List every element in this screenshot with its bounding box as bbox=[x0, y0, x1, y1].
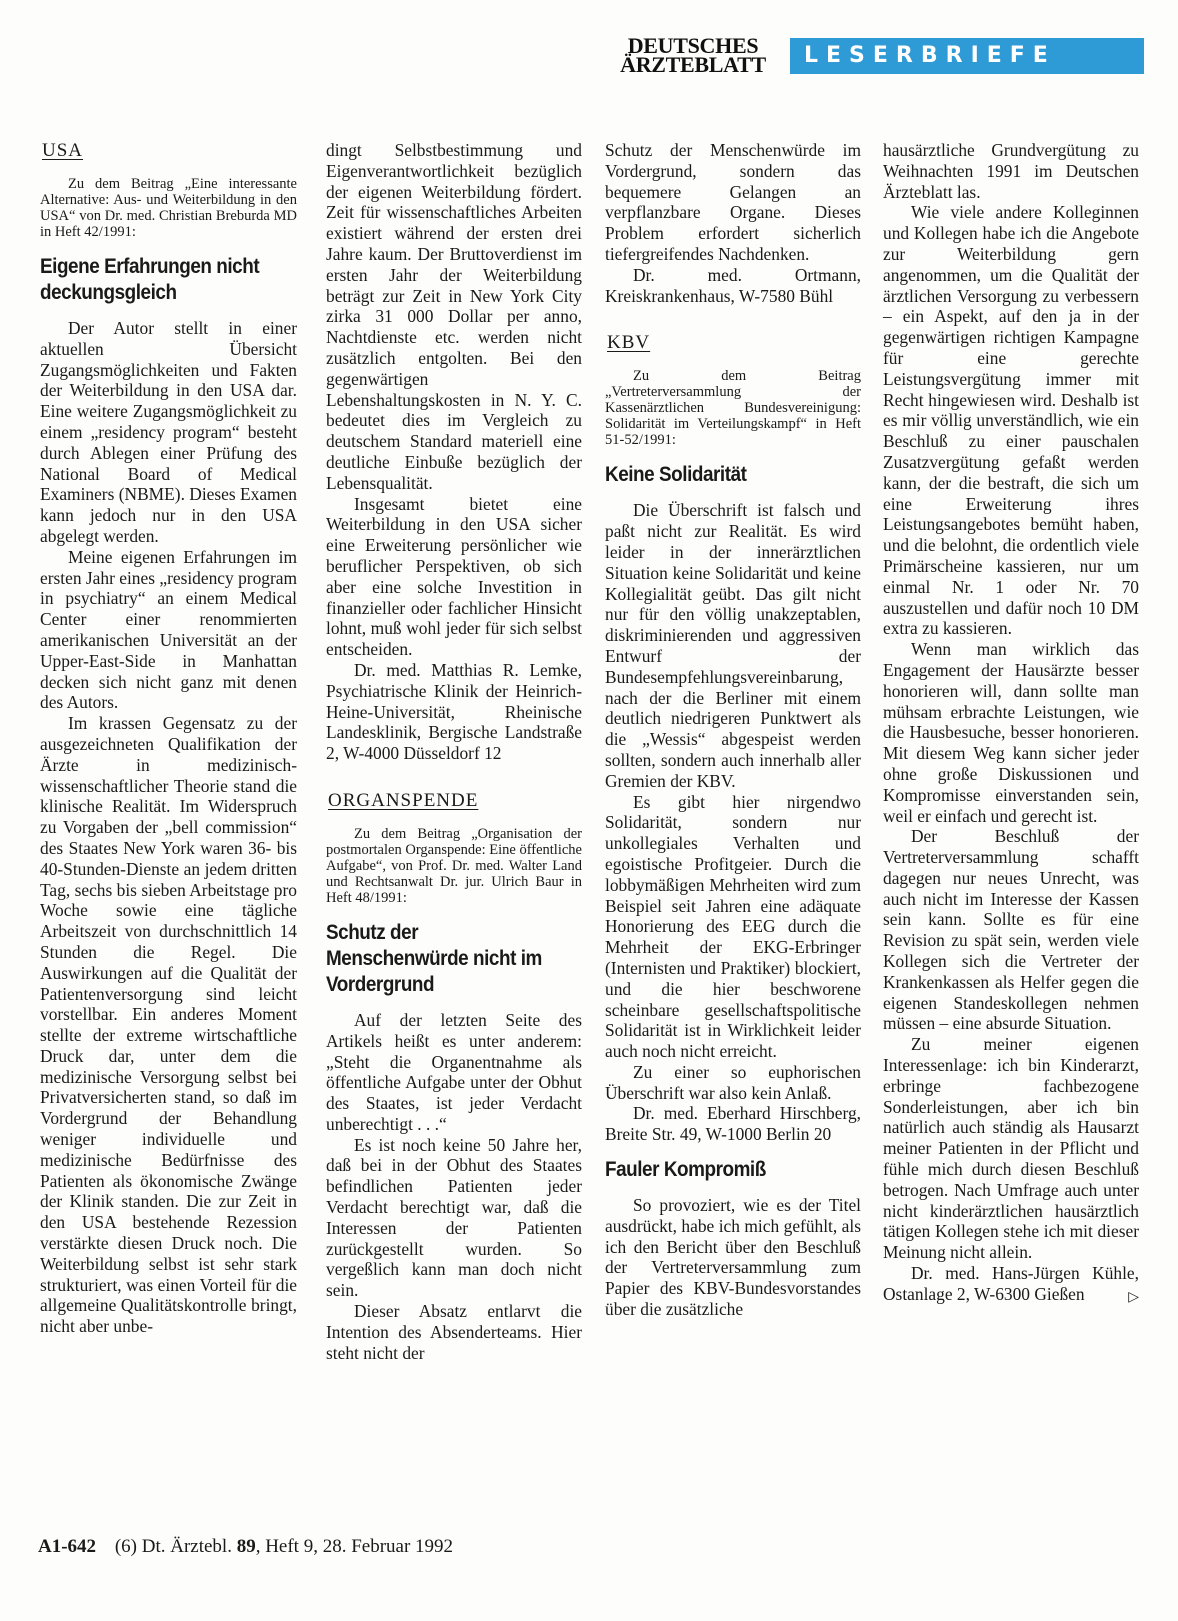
article-reference: Zu dem Beitrag „Vertreterversammlung der Kassenärztlichen Bundesvereinigung: Solidarität im Verteilungskampf“ in Heft 51-52/1991: bbox=[605, 368, 861, 449]
paragraph: Schutz der Menschenwürde im Vordergrund, sondern das bequemere Gelangen an verpflanzbare Organe. Dieses Problem erfordert sicherlich tiefergreifendes Nachdenken. bbox=[605, 140, 861, 264]
paragraph: Der Beschluß der Vertreterversammlung schafft dagegen nur neues Unrecht, was auch nicht im Interesse der Kassen sein kann. Sollte es für eine Revision zu spät sein, werden viele Kollegen sich die Vertreter der Krankenkassen als Helfer gegen die eigenen Standeskollegen nehmen müssen – eine absurde Situation. bbox=[883, 826, 1139, 1034]
letter-headline: Keine Solidarität bbox=[605, 463, 747, 487]
paragraph: Auf der letzten Seite des Artikels heißt es unter anderem: „Steht die Organentnahme als öffentliche Aufgabe unter der Obhut des Staates, ist jeder Verdacht unberechtigt . . .“ bbox=[326, 1009, 582, 1134]
letter-signature bbox=[883, 1263, 1139, 1305]
letter-body bbox=[605, 140, 861, 306]
continue-arrow-icon: ▷ bbox=[1128, 1288, 1139, 1305]
letter-body bbox=[883, 140, 1139, 1305]
topic-label-organspende: ORGANSPENDE bbox=[328, 789, 479, 811]
letter-headline: Fauler Kompromiß bbox=[605, 1158, 766, 1182]
issue-prefix: (6) Dt. Ärztebl. bbox=[114, 1536, 232, 1557]
volume-number: 89 bbox=[236, 1536, 256, 1557]
page-number: A1-642 bbox=[38, 1536, 97, 1557]
letter-body bbox=[40, 318, 297, 1337]
letter-headline: Schutz der Menschenwürde nicht im Vordergrund bbox=[326, 920, 542, 996]
paragraph: Wie viele andere Kolleginnen und Kollegen habe ich die Angebote zur Weiterbildung gern angenommen, um die Qualität der ärztlichen Versorgung zu verbessern – ein Aspekt, auf den ja in der gegenwärtigen richtigen Kampagne für eine gerechte Leistungsvergütung immer mit Recht hingewiesen wird. Deshalb ist es mir völlig unverständlich, wie ein Beschluß zu einer pauschalen Zusatzvergütung gefaßt werden kann, der die bestraft, die sich um eine Erweiterung ihres Leistungsangebotes bemüht haben, und die belohnt, die ordentlich viele Primärscheine kassieren, nur um einmal Nr. 1 oder Nr. 70 auszustellen und dafür noch 10 DM extra zu kassieren. bbox=[883, 202, 1139, 639]
paragraph: dingt Selbstbestimmung und Eigenverantwortlichkeit bezüglich der eigenen Weiterbildung fördert. Zeit für wissenschaftliches Arbeiten existiert während der ersten drei Jahre kaum. Der Bruttoverdienst im ersten Jahr der Weiterbildung beträgt zur Zeit in New York City zirka 31 000 Dollar per anno, Nachtdienste etc. werden nicht zusätzlich entgolten. Bei den gegenwärtigen Lebenshaltungskosten in N. Y. C. bedeutet dies im Vergleich zu deutschem Standard materiell eine deutliche Einbuße bezüglich der Lebensqualität. bbox=[326, 140, 582, 493]
paragraph: Insgesamt bietet eine Weiterbildung in den USA sicher eine Erweiterung persönlicher wie beruflicher Perspektiven, ob sich aber eine solche Investition in finanzieller oder fachlicher Hinsicht lohnt, muß wohl jeder für sich selbst entscheiden. bbox=[326, 493, 582, 660]
letter-body bbox=[605, 500, 861, 1145]
paragraph: Wenn man wirklich das Engagement der Hausärzte besser honorieren will, dann sollte man mühsam erbrachte Leistungen, wie die Hausbesuche, besser honorieren. Mit diesem Weg kann sicher jeder ohne große Diskussionen und Kompromisse einverstanden sein, weil er einfach und gerecht ist. bbox=[883, 639, 1139, 826]
paragraph: Zu einer so euphorischen Überschrift war also kein Anlaß. bbox=[605, 1061, 861, 1103]
letter-body bbox=[326, 1010, 582, 1364]
paragraph: Meine eigenen Erfahrungen im ersten Jahr eines „residency program in psychiatry“ an einem Medical Center einer renommierten amerikanischen Universität an der Upper-East-Side in Manhattan decken sich nicht ganz mit denen des Autors. bbox=[40, 546, 297, 713]
column-3 bbox=[605, 140, 861, 1320]
paragraph: Es gibt hier nirgendwo Solidarität, sondern nur unkollegiales Verhalten und egoistische Profitgeier. Durch die lobbymäßigen Mehrheiten wird zum Beispiel seit Jahren eine adäquate Honorierung des EEG durch die Mehrheit der EKG-Erbringer (Internisten und Praktiker) blockiert, und die hier beschworene scheinbare gesellschaftspolitische Solidarität ist in Wirklichkeit leider auch noch nicht erreicht. bbox=[605, 791, 861, 1062]
article-reference: Zu dem Beitrag „Organisation der postmortalen Organspende: Eine öffentliche Aufgabe“, von Prof. Dr. med. Walter Land und Rechtsanwalt Dr. jur. Ulrich Baur in Heft 48/1991: bbox=[326, 825, 582, 906]
paragraph: hausärztliche Grundvergütung zu Weihnachten 1991 im Deutschen Ärzteblatt las. bbox=[883, 140, 1139, 202]
topic-label-usa: USA bbox=[42, 140, 84, 161]
paragraph: Im krassen Gegensatz zu der ausgezeichneten Qualifikation der Ärzte in medizinisch-wissenschaftlicher Theorie stand die klinische Realität. Im Widerspruch zu Vorgaben der „bell commission“ des Staates New York waren 36- bis 40-Stunden-Dienste an jedem dritten Tag, sechs bis sieben Arbeitstage pro Woche sowie eine tägliche Arbeitszeit von durchschnittlich 14 Stunden die Regel. Die Auswirkungen auf die Qualität der Patientenversorgung sind leicht vorstellbar. Ein anderes Moment stellte der extreme wirtschaftliche Druck dar, unter dem die medizinische Versorgung selbst bei Privatversicherten stand, so daß im Vordergrund der Behandlung weniger individuelle und medizinische Bedürfnisse des Patienten als ökonomische Zwänge der Klinik standen. Die zur Zeit in den USA bestehende Rezession verstärkte diesen Druck noch. Die Weiterbildung selbst ist sehr stark strukturiert, was einen Vorteil für die allgemeine Qualitätskontrolle bringt, nicht aber unbe- bbox=[40, 713, 297, 1337]
logo-line-1: DEUTSCHES bbox=[627, 33, 759, 58]
paragraph: Der Autor stellt in einer aktuellen Übersicht Zugangsmöglichkeiten und Fakten der Weiterbildung in den USA dar. Eine weitere Zugangsmöglichkeit zu einem „residency program“ besteht durch Ablegen einer Prüfung des National Board of Medical Examiners (NBME). Dieses Examen kann jedoch nur in den USA abgelegt werden. bbox=[40, 318, 297, 546]
column-2 bbox=[326, 140, 582, 1363]
paragraph: Es ist noch keine 50 Jahre her, daß bei in der Obhut des Staates befindlichen Patienten jeder Verdacht berechtigt war, daß die Interessen der Patienten zurückgestellt wurden. So vergeßlich kann man doch nicht sein. bbox=[326, 1134, 582, 1301]
logo-line-2: ÄRZTEBLATT bbox=[620, 52, 766, 77]
letter-headline: Eigene Erfahrungen nicht deckungsgleich bbox=[40, 255, 260, 304]
letter-body bbox=[326, 140, 582, 764]
topic-label-kbv: KBV bbox=[607, 332, 651, 354]
letter-body bbox=[605, 1195, 861, 1320]
issue-suffix: , Heft 9, 28. Februar 1992 bbox=[255, 1536, 454, 1557]
masthead-logo bbox=[604, 33, 782, 77]
paragraph: So provoziert, wie es der Titel ausdrückt, habe ich mich gefühlt, als ich den Bericht über den Beschluß der Vertreterversammlung zum Papier des KBV-Bundesvorstandes über die zusätzliche bbox=[605, 1195, 861, 1320]
article-reference: Zu dem Beitrag „Eine interessante Alternative: Aus- und Weiterbildung in den USA“ von Dr. med. Christian Breburda MD in Heft 42/1991: bbox=[40, 176, 297, 240]
page-footer bbox=[38, 1536, 453, 1558]
signature-text: Dr. med. Hans-Jürgen Kühle, Ostanlage 2, W-6300 Gießen bbox=[883, 1263, 1139, 1304]
paragraph: Zu meiner eigenen Interessenlage: ich bin Kinderarzt, erbringe fachbezogene Sonderleistungen, aber ich bin natürlich auch ständig als Hausarzt meiner Patienten in der Pflicht und fühle mich durch diesen Beschluß betrogen. Nach Umfrage auch unter nicht kinderärztlichen hausärztlich tätigen Kollegen stehe ich mit dieser Meinung nicht allein. bbox=[883, 1034, 1139, 1263]
column-4 bbox=[883, 140, 1139, 1308]
paragraph: Die Überschrift ist falsch und paßt nicht zur Realität. Es wird leider in der innerärztlichen Situation keine Solidarität und keine Kollegialität geübt. Das gilt nicht nur für den völlig unakzeptablen, diskriminierenden und aggressiven Entwurf der Bundesempfehlungsvereinbarung, nach der die Berliner mit einem deutlich niedrigeren Punktwert als die „Wessis“ abgespeist werden sollten, sondern auch innerhalb aller Gremien der KBV. bbox=[605, 500, 861, 791]
paragraph: Dieser Absatz entlarvt die Intention des Absenderteams. Hier steht nicht der bbox=[326, 1301, 582, 1363]
letter-signature: Dr. med. Matthias R. Lemke, Psychiatrische Klinik der Heinrich-Heine-Universität, Rheinische Landesklinik, Bergische Landstraße 2, W-4000 Düsseldorf 12 bbox=[326, 659, 582, 764]
column-1 bbox=[40, 140, 297, 1337]
letter-signature: Dr. med. Ortmann, Kreiskrankenhaus, W-7580 Bühl bbox=[605, 264, 861, 306]
letter-signature: Dr. med. Eberhard Hirschberg, Breite Str. 49, W-1000 Berlin 20 bbox=[605, 1103, 861, 1145]
section-banner: LESERBRIEFE bbox=[790, 38, 1144, 74]
